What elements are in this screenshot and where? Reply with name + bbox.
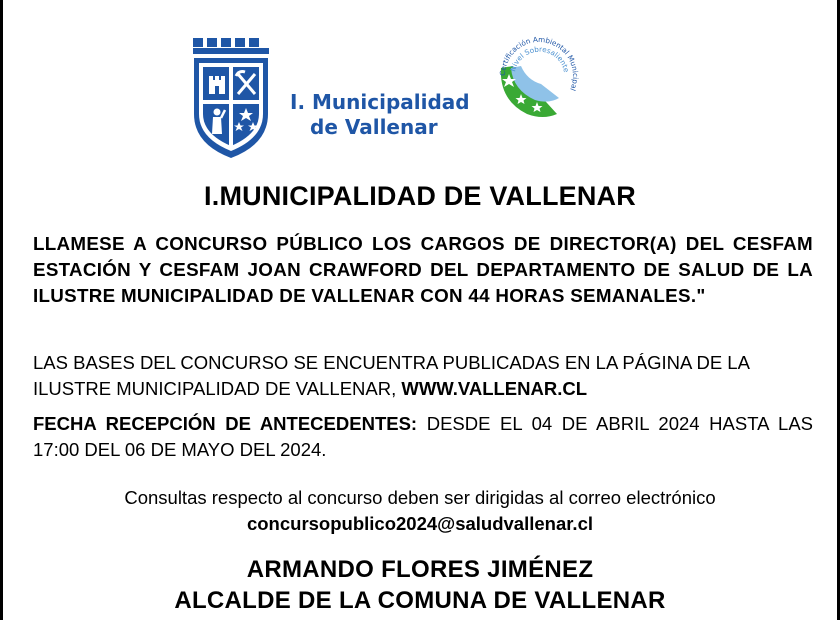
reception-date-label: FECHA RECEPCIÓN DE ANTECEDENTES: bbox=[33, 413, 418, 434]
reception-date-paragraph bbox=[33, 411, 813, 463]
municipality-name bbox=[290, 90, 470, 140]
reception-date-text: DESDE EL 04 DE ABRIL 2024 HASTA LAS 17:00 DEL 06 DE MAYO DEL 2024. bbox=[33, 413, 814, 460]
seal-inner-text: Nivel Sobresaliente bbox=[508, 44, 572, 74]
contact-text: Consultas respecto al concurso deben ser dirigidas al correo electrónico bbox=[124, 487, 716, 508]
contact-email[interactable]: concursopublico2024@saludvallenar.cl bbox=[246, 513, 594, 534]
vallenar-coat-of-arms-icon bbox=[191, 36, 271, 160]
environmental-certification-seal-icon bbox=[491, 28, 587, 124]
seal-outer-text: Certificación Ambiental Municipal bbox=[497, 34, 581, 93]
signature-block bbox=[3, 554, 837, 616]
bases-paragraph bbox=[33, 350, 813, 402]
call-announcement: LLAMESE A CONCURSO PÚBLICO LOS CARGOS DE DIRECTOR(A) DEL CESFAM ESTACIÓN Y CESFAM JOAN CRAWFORD DEL DEPARTAMENTO DE SALUD DE LA ILUSTRE MUNICIPALIDAD DE VALLENAR CON 44 HORAS SEMANALES." bbox=[33, 233, 813, 306]
contact-section bbox=[3, 485, 837, 537]
municipality-name-line-1: I. Municipalidad bbox=[290, 90, 470, 114]
bases-text: LAS BASES DEL CONCURSO SE ENCUENTRA PUBLICADAS EN LA PÁGINA DE LA ILUSTRE MUNICIPALIDAD DE VALLENAR, bbox=[33, 352, 749, 399]
header-logos bbox=[3, 0, 840, 170]
signatory-position: ALCALDE DE LA COMUNA DE VALLENAR bbox=[174, 587, 666, 614]
notice-title: I.MUNICIPALIDAD DE VALLENAR bbox=[204, 181, 636, 211]
website-link[interactable]: WWW.VALLENAR.CL bbox=[401, 378, 588, 399]
signatory-name: ARMANDO FLORES JIMÉNEZ bbox=[246, 556, 594, 583]
municipality-name-line-2: de Vallenar bbox=[310, 115, 438, 139]
